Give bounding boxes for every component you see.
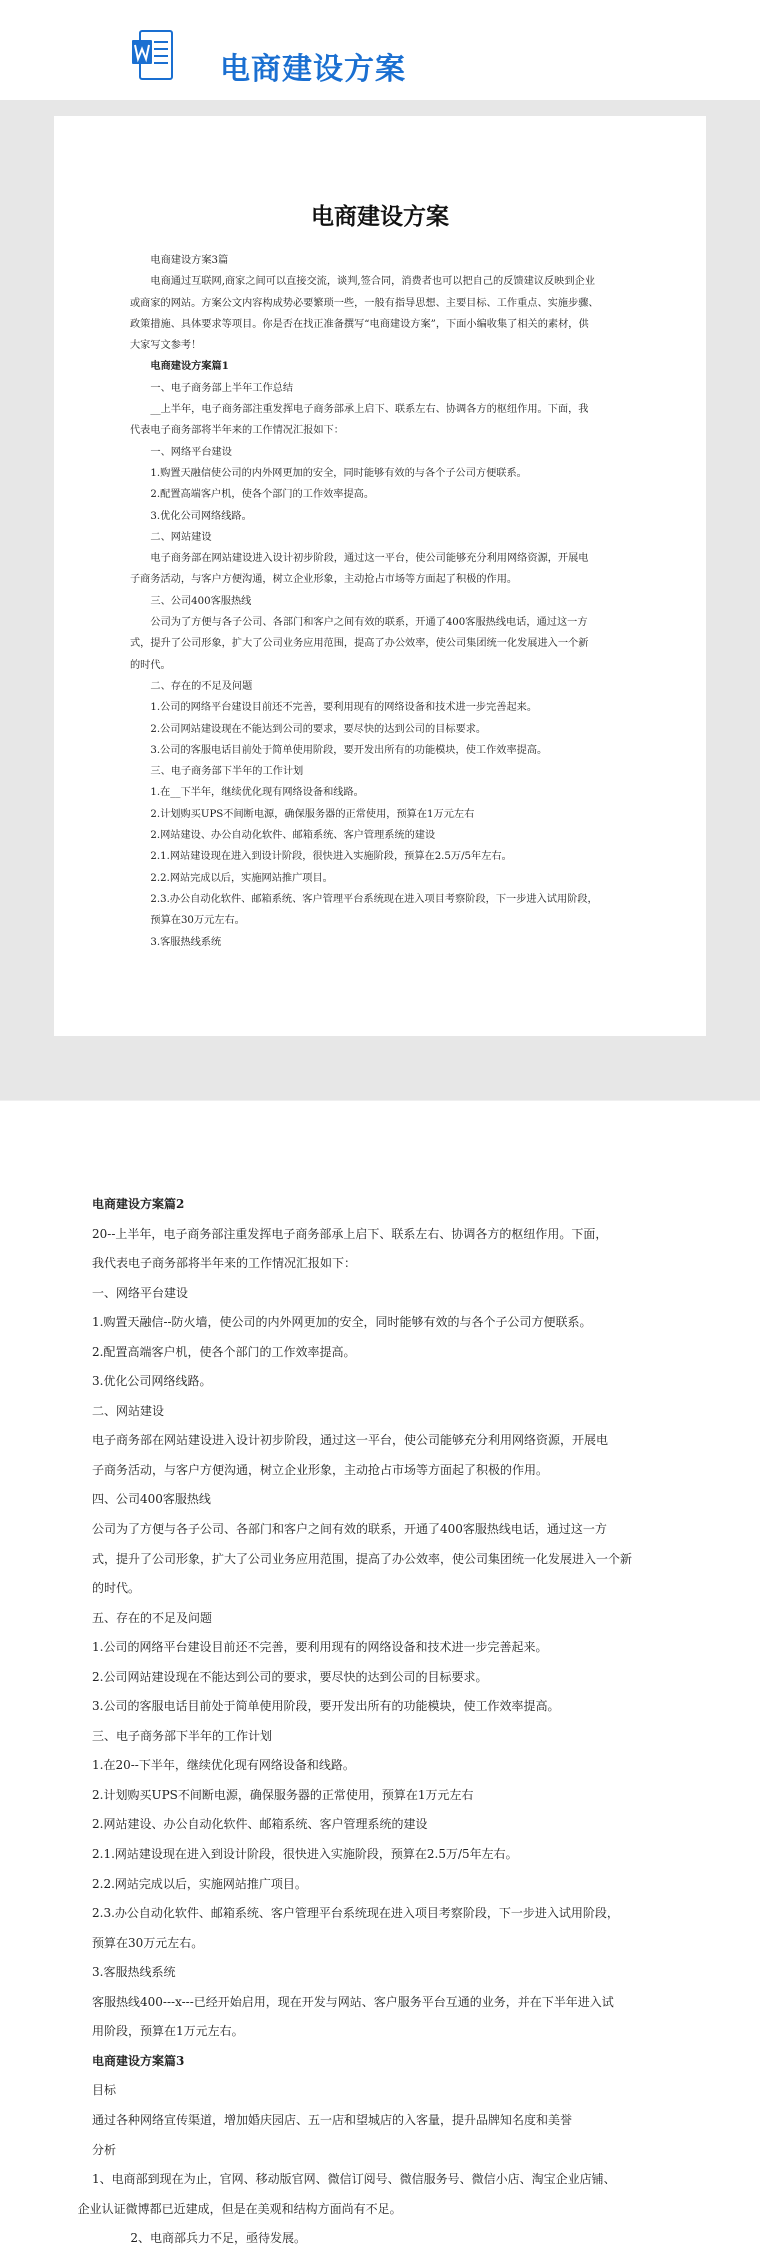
text-line: 2.网站建设、办公自动化软件、邮箱系统、客户管理系统的建设 xyxy=(92,1817,428,1832)
text-line: 子商务活动，与客户方便沟通，树立企业形象，主动抢占市场等方面起了积极的作用。 xyxy=(92,1462,549,1477)
text-line: 1.购置天融信使公司的内外网更加的安全，同时能够有效的与各个子公司方便联系。 xyxy=(150,467,527,479)
text-line: 三、公司400客服热线 xyxy=(150,595,252,607)
text-line: 2.2.网站完成以后，实施网站推广项目。 xyxy=(150,872,333,884)
text-line: 3.客服热线系统 xyxy=(150,936,222,948)
text-line: 电商通过互联网,商家之间可以直接交流，谈判,签合同，消费者也可以把自己的反馈建议反映到企业 xyxy=(150,276,595,288)
text-line: 20--上半年，电子商务部注重发挥电子商务部承上启下、联系左右、协调各方的枢纽作用。下面， xyxy=(92,1226,608,1241)
section-heading: 电商建设方案篇2 xyxy=(92,1197,185,1211)
section-heading: 电商建设方案篇1 xyxy=(150,360,229,373)
text-line: 2.3.办公自动化软件、邮箱系统、客户管理平台系统现在进入项目考察阶段，下一步进入试用阶段， xyxy=(92,1906,619,1921)
text-line: 三、电子商务部下半年的工作计划 xyxy=(92,1728,273,1743)
text-line: 2.2.网站完成以后，实施网站推广项目。 xyxy=(92,1876,307,1891)
text-line: 3.公司的客服电话目前处于简单使用阶段，要开发出所有的功能模块，使工作效率提高。 xyxy=(150,744,548,756)
text-line: 分析 xyxy=(92,2142,117,2157)
text-line: 1.在20--下半年，继续优化现有网络设备和线路。 xyxy=(92,1758,355,1773)
text-line: 3.优化公司网络线路。 xyxy=(150,510,252,522)
text-line: 式，提升了公司形象，扩大了公司业务应用范围，提高了办公效率，使公司集团统一化发展进入一个新 xyxy=(92,1551,633,1566)
text-line: 2.1.网站建设现在进入到设计阶段，很快进入实施阶段，预算在2.5万/5年左右。 xyxy=(92,1847,518,1862)
text-line: 预算在30万元左右。 xyxy=(150,915,245,927)
text-line: 2.3.办公自动化软件、邮箱系统、客户管理平台系统现在进入项目考察阶段，下一步进入试用阶段， xyxy=(150,893,598,905)
text-line: 2.配置高端客户机，使各个部门的工作效率提高。 xyxy=(150,489,375,501)
text-line: 二、网站建设 xyxy=(150,531,212,543)
text-line: 一、网络平台建设 xyxy=(92,1285,189,1300)
page-1-body xyxy=(130,250,690,953)
text-line: 二、网站建设 xyxy=(92,1403,165,1418)
text-line: 式，提升了公司形象，扩大了公司业务应用范围，提高了办公效率，使公司集团统一化发展进入一个新 xyxy=(130,638,589,650)
text-line: 代表电子商务部将半年来的工作情况汇报如下： xyxy=(130,425,344,437)
text-line: 公司为了方便与各子公司、各部门和客户之间有效的联系，开通了400客服热线电话，通过这一方 xyxy=(150,617,588,629)
text-line: 二、存在的不足及问题 xyxy=(150,680,253,692)
text-line: 客服热线400---x---已经开始启用，现在开发与网站、客户服务平台互通的业务，并在下半年进入试 xyxy=(92,1994,614,2009)
text-line: 2.配置高端客户机，使各个部门的工作效率提高。 xyxy=(92,1344,356,1359)
text-line: 2.1.网站建设现在进入到设计阶段，很快进入实施阶段，预算在2.5万/5年左右。 xyxy=(150,851,512,863)
text-line: 四、公司400客服热线 xyxy=(92,1492,211,1507)
text-line: 一、电子商务部上半年工作总结 xyxy=(150,382,294,394)
text-line: 电子商务部在网站建设进入设计初步阶段，通过这一平台，使公司能够充分利用网络资源，开展电 xyxy=(92,1433,609,1448)
text-line: 五、存在的不足及问题 xyxy=(92,1610,213,1625)
word-document-icon xyxy=(132,30,174,82)
text-line: 子商务活动，与客户方便沟通，树立企业形象，主动抢占市场等方面起了积极的作用。 xyxy=(130,574,518,586)
text-line: 预算在30万元左右。 xyxy=(92,1935,204,1950)
text-line: 公司为了方便与各子公司、各部门和客户之间有效的联系，开通了400客服热线电话，通过这一方 xyxy=(92,1522,607,1537)
text-line: 企业认证微博都已近建成，但是在美观和结构方面尚有不足。 xyxy=(77,2201,402,2216)
text-line: 1.在__下半年，继续优化现有网络设备和线路。 xyxy=(150,787,364,799)
text-line: 通过各种网络宣传渠道，增加婚庆园店、五一店和望城店的入客量，提升品牌知名度和美誉 xyxy=(92,2112,573,2127)
section-heading: 电商建设方案篇3 xyxy=(92,2053,185,2068)
text-line: 电子商务部在网站建设进入设计初步阶段，通过这一平台，使公司能够充分利用网络资源，开展电 xyxy=(150,553,589,565)
text-line: 目标 xyxy=(92,2083,117,2098)
text-line: 电商建设方案3篇 xyxy=(150,255,229,266)
page-2-body xyxy=(77,1190,712,2254)
text-line: 2.公司网站建设现在不能达到公司的要求，要尽快的达到公司的目标要求。 xyxy=(150,723,487,735)
text-line: 三、电子商务部下半年的工作计划 xyxy=(150,766,304,778)
text-line: 2.计划购买UPS不间断电源，确保服务器的正常使用，预算在1万元左右 xyxy=(150,808,475,820)
text-line: __上半年，电子商务部注重发挥电子商务部承上启下、联系左右、协调各方的枢纽作用。下面，我 xyxy=(150,404,589,416)
text-line: 1.公司的网络平台建设目前还不完善，要利用现有的网络设备和技术进一步完善起来。 xyxy=(92,1640,548,1655)
text-line: 大家写文参考！ xyxy=(130,340,202,352)
text-line: 政策措施、具体要求等项目。你是否在找正准备撰写“电商建设方案”，下面小编收集了相关的素材，供 xyxy=(130,318,589,330)
text-line: 3.公司的客服电话目前处于简单使用阶段，要开发出所有的功能模块，使工作效率提高。 xyxy=(92,1699,560,1714)
text-line: 2.网站建设、办公自动化软件、邮箱系统、客户管理系统的建设 xyxy=(150,830,436,842)
page-divider xyxy=(0,1100,760,1101)
document-title: 电商建设方案 xyxy=(311,203,449,230)
text-line: 3.优化公司网络线路。 xyxy=(92,1374,212,1389)
text-line: 1、电商部到现在为止，官网、移动版官网、微信订阅号、微信服务号、微信小店、淘宝企业店铺、 xyxy=(92,2172,616,2187)
text-line: 一、网络平台建设 xyxy=(150,446,232,458)
text-line: 2.计划购买UPS不间断电源，确保服务器的正常使用，预算在1万元左右 xyxy=(92,1787,474,1802)
text-line: 3.客服热线系统 xyxy=(92,1965,176,1980)
text-line: 2、电商部兵力不足，亟待发展。 xyxy=(130,2231,307,2246)
banner-title: 电商建设方案 xyxy=(220,52,406,87)
header-banner xyxy=(0,0,760,100)
text-line: 1.公司的网络平台建设目前还不完善，要利用现有的网络设备和技术进一步完善起来。 xyxy=(150,702,538,714)
text-line: 2.公司网站建设现在不能达到公司的要求，要尽快的达到公司的目标要求。 xyxy=(92,1669,488,1684)
text-line: 用阶段，预算在1万元左右。 xyxy=(92,2024,244,2039)
text-line: 我代表电子商务部将半年来的工作情况汇报如下： xyxy=(92,1256,357,1271)
text-line: 的时代。 xyxy=(130,659,171,671)
text-line: 或商家的网站。方案公文内容构成势必要繁琐一些，一般有指导思想、主要目标、工作重点、实施步骤、 xyxy=(130,297,599,309)
text-line: 的时代。 xyxy=(92,1581,141,1596)
document-page-1 xyxy=(54,116,706,1036)
text-line: 1.购置天融信--防火墙，使公司的内外网更加的安全，同时能够有效的与各个子公司方便联系。 xyxy=(92,1315,592,1330)
